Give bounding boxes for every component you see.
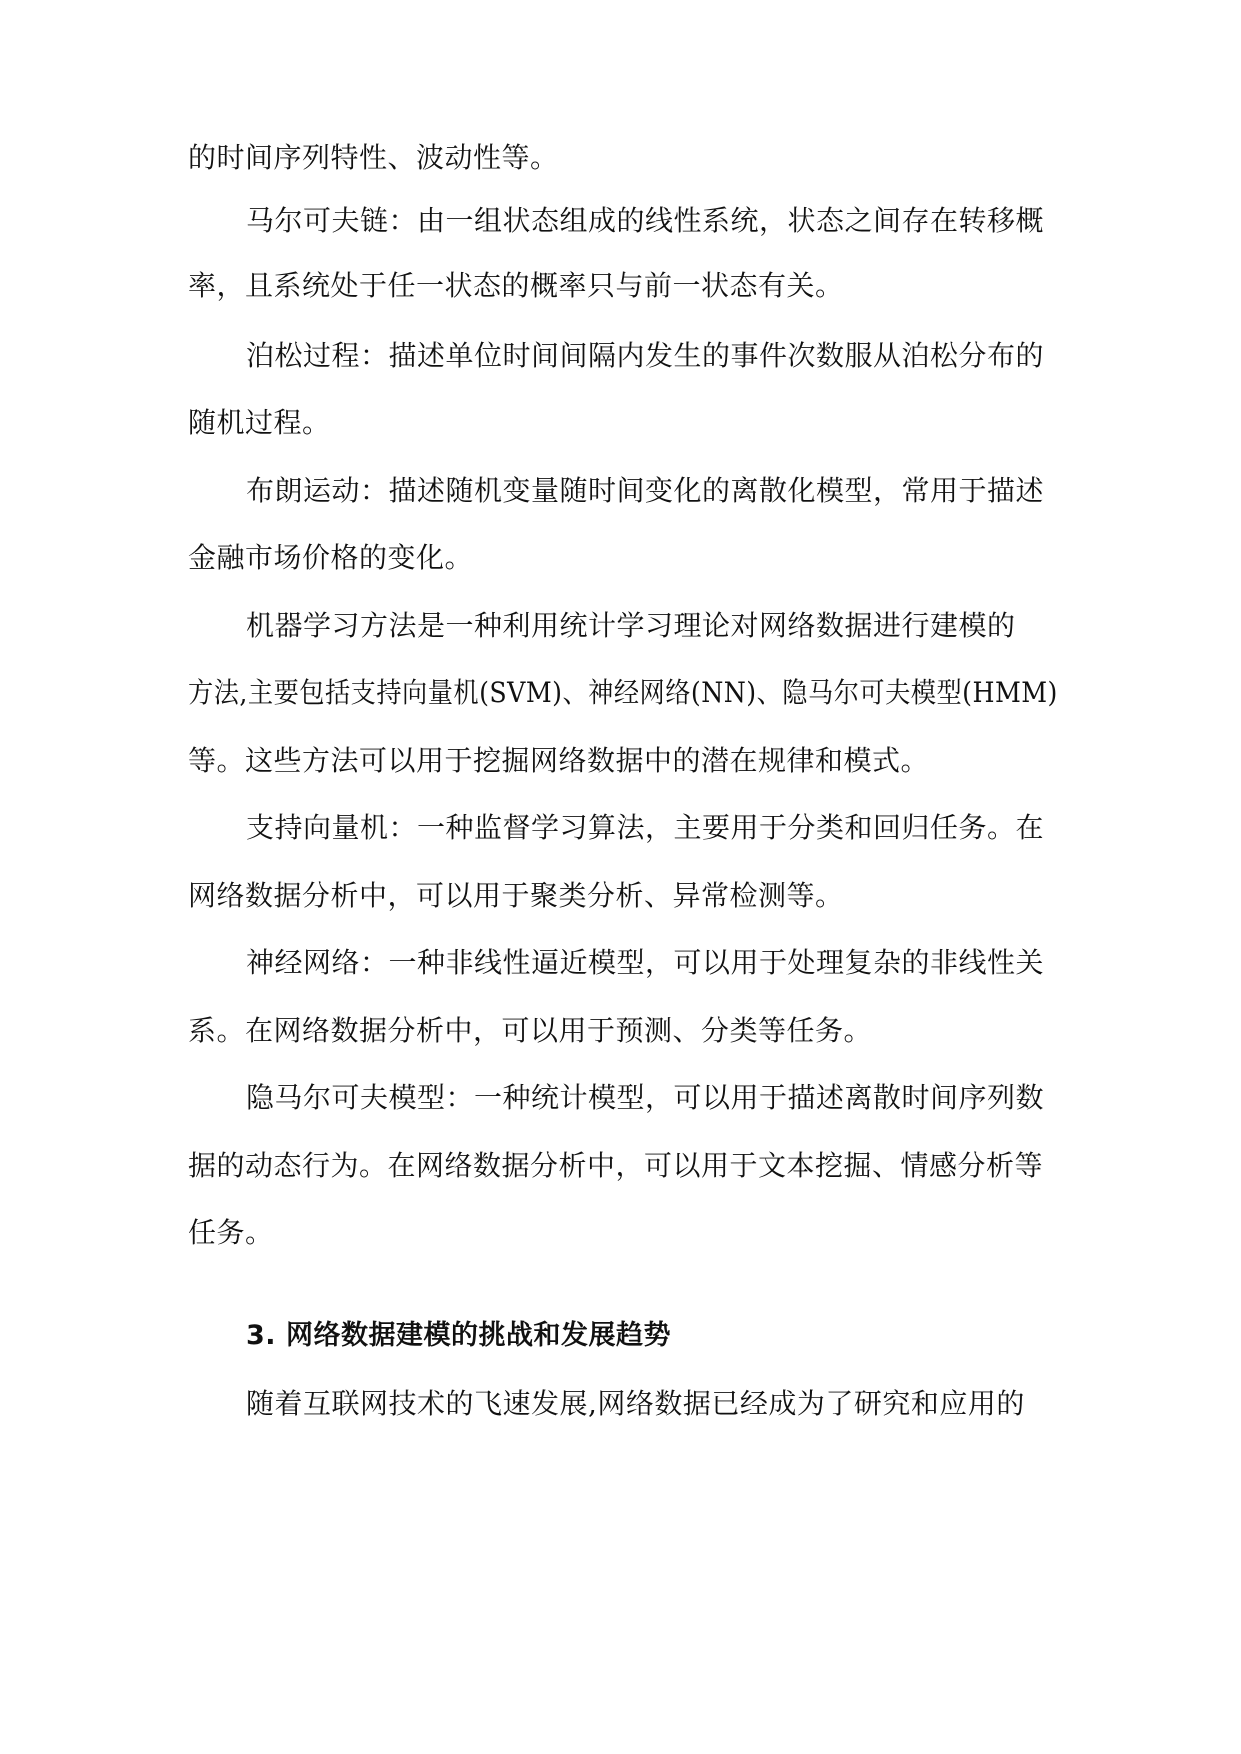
paragraph-markov-line-2: 率，且系统处于任一状态的概率只与前一状态有关。 xyxy=(188,269,844,302)
paragraph-brownian-line-2: 金融市场价格的变化。 xyxy=(188,541,474,574)
paragraph-poisson-line-2: 随机过程。 xyxy=(188,406,331,439)
paragraph-hmm-line-1: 隐马尔可夫模型：一种统计模型，可以用于描述离散时间序列数 xyxy=(246,1081,1045,1114)
paragraph-nn-line-2: 系。在网络数据分析中，可以用于预测、分类等任务。 xyxy=(188,1014,873,1047)
paragraph-ml-line-2: 方法,主要包括支持向量机(SVM)、神经网络(NN)、隐马尔可夫模型(HMM) xyxy=(188,676,1058,709)
paragraph-svm-line-2: 网络数据分析中，可以用于聚类分析、异常检测等。 xyxy=(188,879,844,912)
paragraph-poisson-line-1: 泊松过程：描述单位时间间隔内发生的事件次数服从泊松分布的 xyxy=(246,339,1045,372)
paragraph-hmm-line-3: 任务。 xyxy=(188,1216,274,1249)
paragraph-trend-line-1: 随着互联网技术的飞速发展,网络数据已经成为了研究和应用的 xyxy=(246,1387,1025,1420)
paragraph-brownian-line-1: 布朗运动：描述随机变量随时间变化的离散化模型，常用于描述 xyxy=(246,474,1045,507)
paragraph-markov-line-1: 马尔可夫链：由一组状态组成的线性系统，状态之间存在转移概 xyxy=(246,204,1045,237)
text-line: 的时间序列特性、波动性等。 xyxy=(188,141,559,174)
section-heading: 3. 网络数据建模的挑战和发展趋势 xyxy=(246,1320,671,1351)
paragraph-ml-line-3: 等。这些方法可以用于挖掘网络数据中的潜在规律和模式。 xyxy=(188,744,930,777)
paragraph-hmm-line-2: 据的动态行为。在网络数据分析中，可以用于文本挖掘、情感分析等 xyxy=(188,1149,1044,1182)
paragraph-ml-line-1: 机器学习方法是一种利用统计学习理论对网络数据进行建模的 xyxy=(246,609,1016,642)
paragraph-svm-line-1: 支持向量机：一种监督学习算法，主要用于分类和回归任务。在 xyxy=(246,811,1045,844)
paragraph-nn-line-1: 神经网络：一种非线性逼近模型，可以用于处理复杂的非线性关 xyxy=(246,946,1045,979)
